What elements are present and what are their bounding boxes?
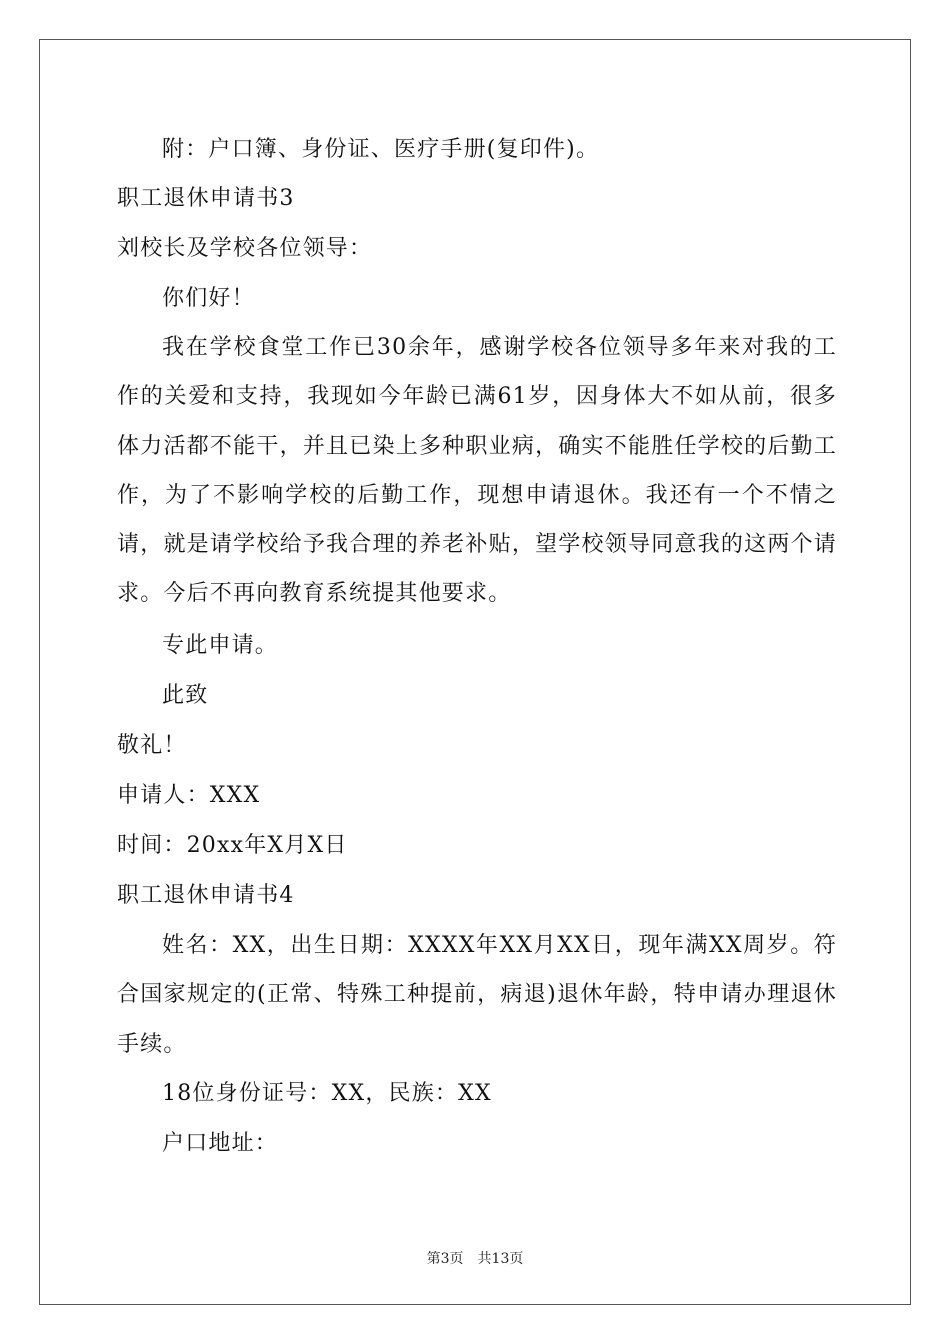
attachment-note: 附：户口簿、身份证、医疗手册(复印件)。 [162,137,600,162]
section-heading-4: 职工退休申请书4 [117,883,295,908]
date-line: 时间：20xx年X月X日 [117,833,348,858]
id-number-line: 18位身份证号：XX，民族：XX [162,1081,492,1106]
page-number: 第3页 共13页 [426,1251,524,1267]
salutation: 刘校长及学校各位领导： [117,236,373,261]
applicant-line: 申请人：XXX [117,783,261,808]
page-border [39,39,911,1305]
closing-statement: 专此申请。 [162,633,279,658]
section-heading-3: 职工退休申请书3 [117,186,295,211]
body-paragraph-4: 姓名：XX，出生日期：XXXX年XX月XX日，现年满XX周岁。符合国家规定的(正常、特殊工种提前，病退)退休年龄，特申请办理退休手续。 [117,933,837,1057]
address-line: 户口地址： [162,1131,279,1156]
closing-cizhi: 此致 [162,683,209,708]
body-paragraph-3: 我在学校食堂工作已30余年，感谢学校各位领导多年来对我的工作的关爱和支持，我现如今年龄已满61岁，因身体大不如从前，很多体力活都不能干，并且已染上多种职业病，确实不能胜任学校的后勤工作，为了不影响学校的后勤工作，现想申请退休。我还有一个不情之请，就是请学校给予我合理的养老补贴，望学校领导同意我的这两个请求。今后不再向教育系统提其他要求。 [117,335,837,607]
greeting: 你们好！ [162,286,255,311]
closing-jingli: 敬礼！ [117,733,187,758]
